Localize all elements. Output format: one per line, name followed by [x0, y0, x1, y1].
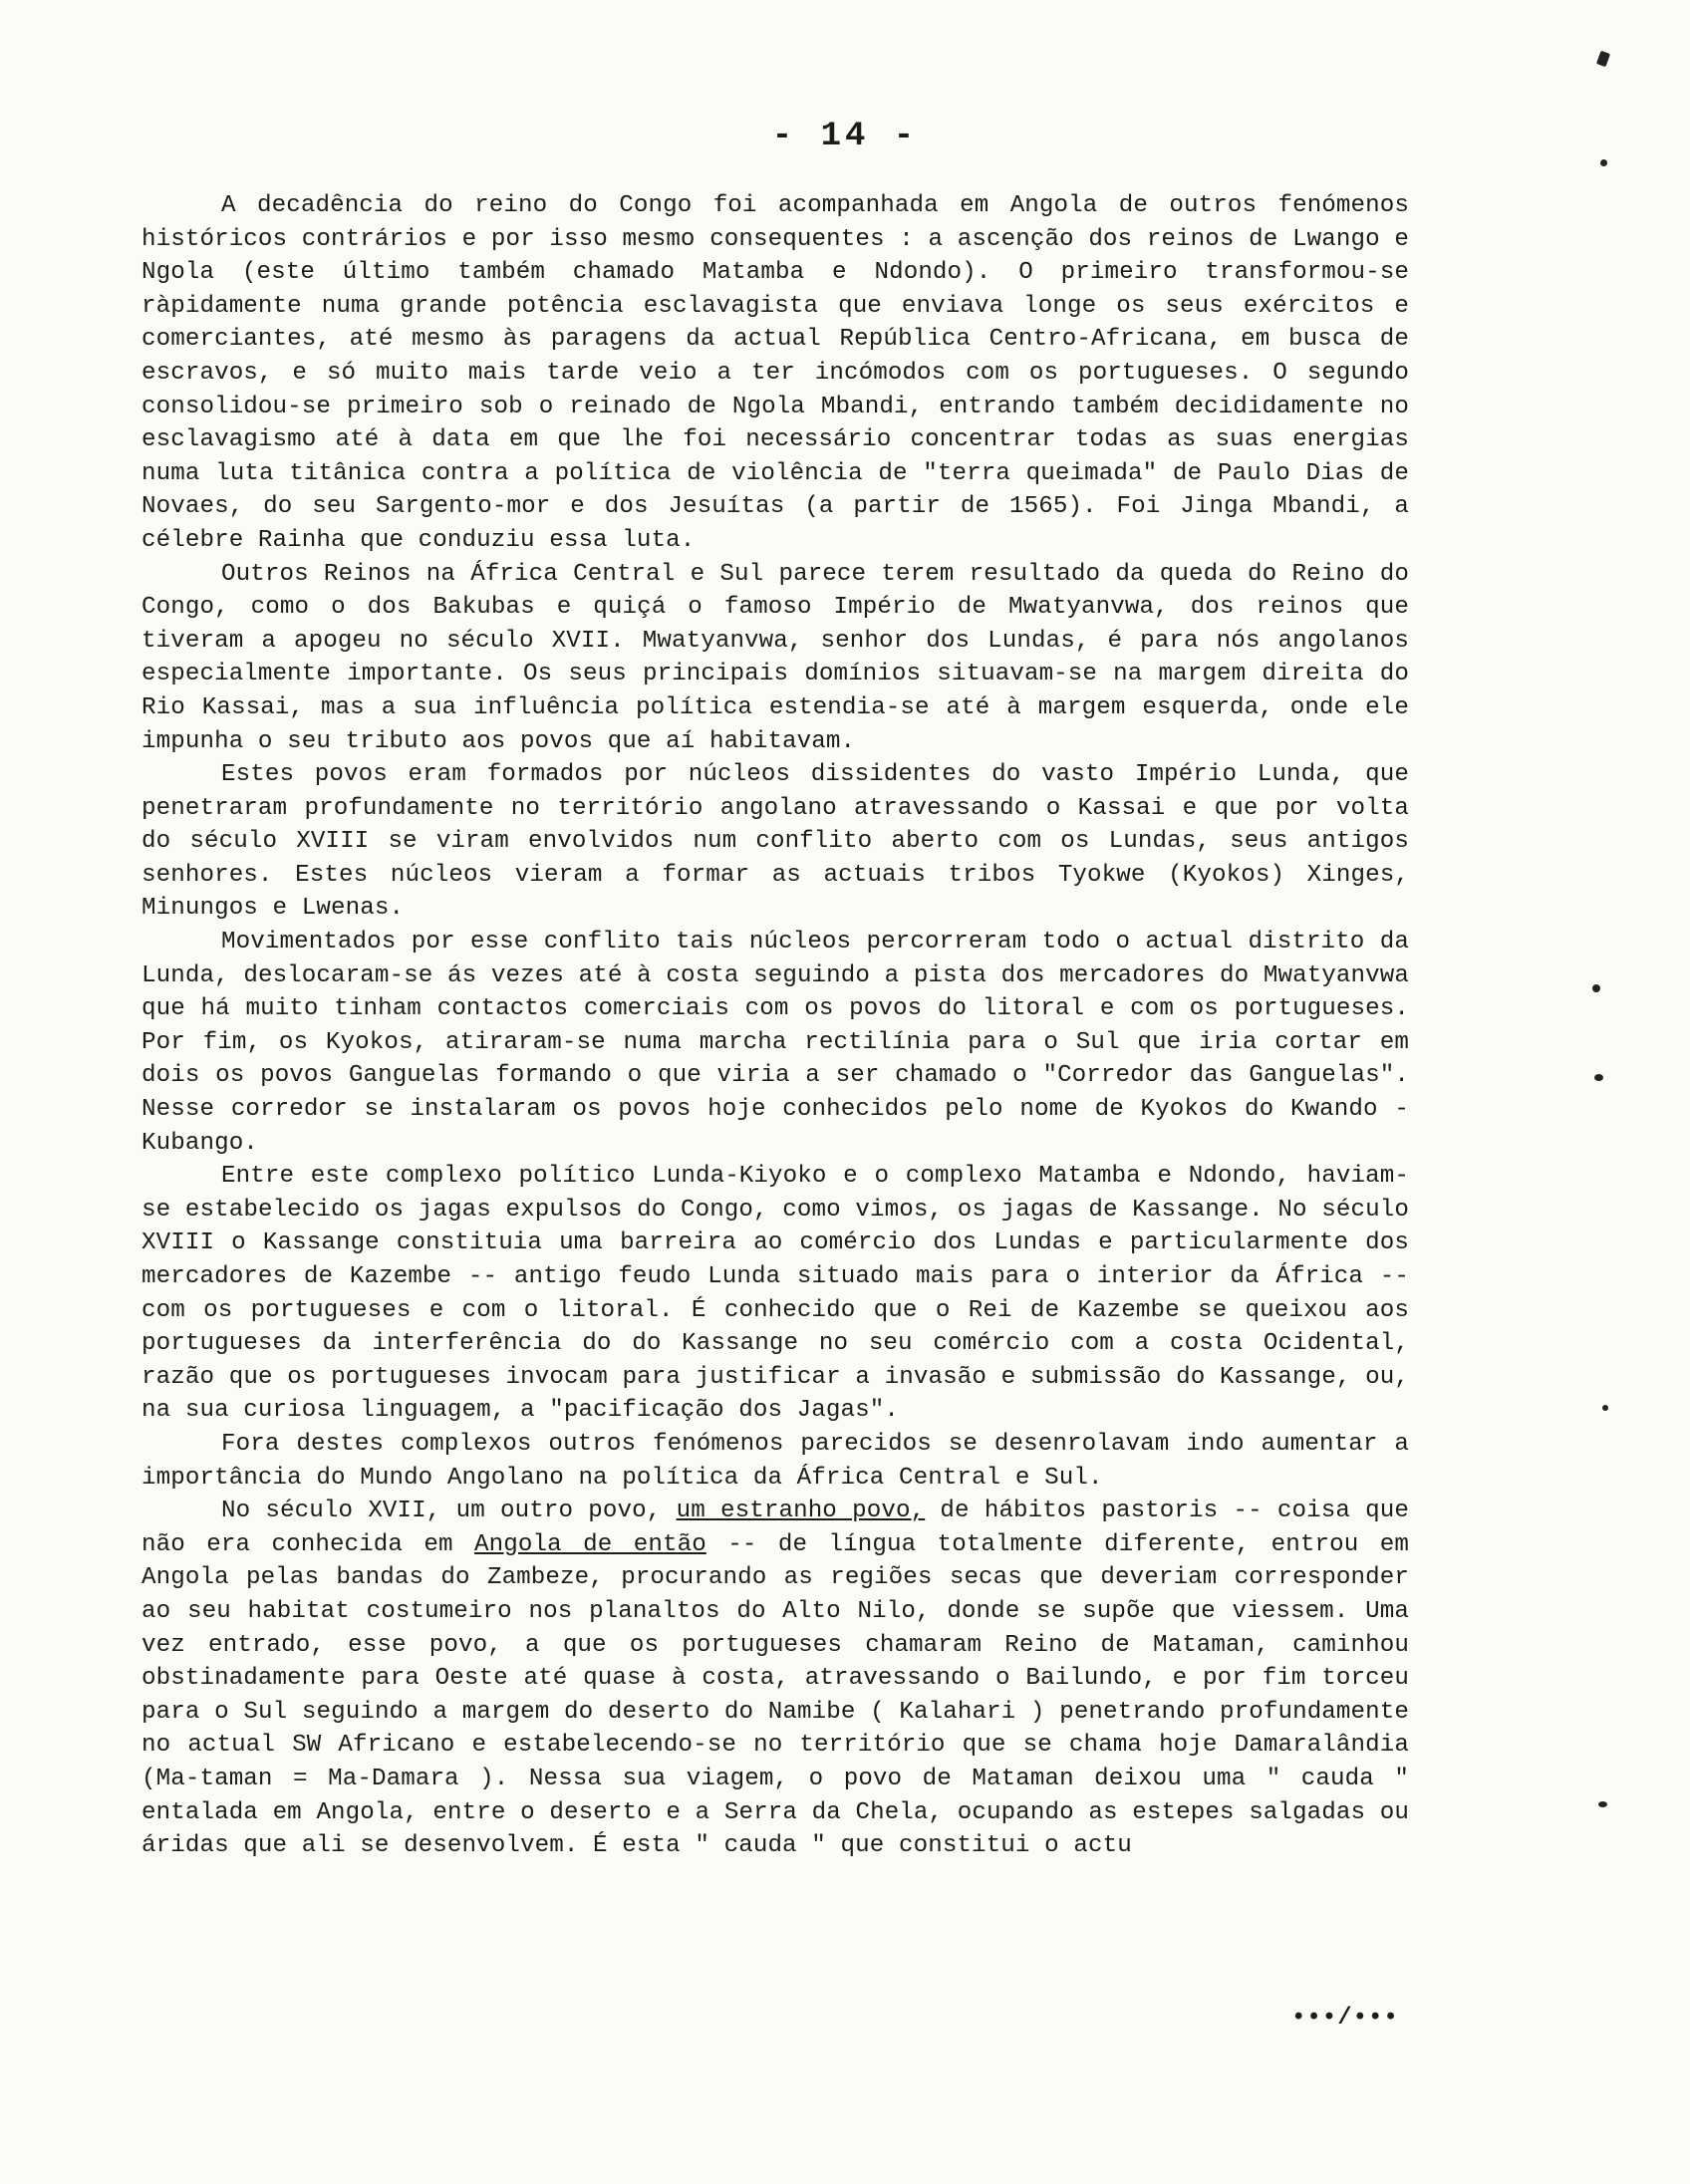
continuation-mark: •••/•••	[1291, 2005, 1399, 2032]
scan-speck-6	[1602, 1405, 1608, 1411]
paragraph-2: Outros Reinos na África Central e Sul parece terem resultado da queda do Reino do Congo, como o dos Bakubas e quiçá o famoso Império de Mwatyanvwa, dos reinos que tiveram a apogeu no século XVII. Mwatyanvwa, senhor dos Lundas, é para nós angolanos especialmente importante. Os seus principais domínios situavam-se na margem direita do Rio Kassai, mas a sua influência política estendia-se até à margem esquerda, onde ele impunha o seu tributo aos povos que aí habitavam.	[141, 560, 1409, 755]
scan-speck-2	[1600, 159, 1607, 166]
underlined-phrase: Angola de então	[474, 1530, 706, 1558]
scan-speck-1	[1596, 51, 1610, 68]
paragraph-5: Entre este complexo político Lunda-Kiyoko e o complexo Matamba e Ndondo, haviam-se estabelecido os jagas expulsos do Congo, como vimos, os jagas de Kassange. No século XVIII o Kassange constituia uma barreira ao comércio dos Lundas e particularmente dos mercadores de Kazembe -- antigo feudo Lunda situado mais para o interior da África -- com os portugueses e com o litoral. É conhecido que o Rei de Kazembe se queixou aos portugueses da interferência do do Kassange no seu comércio com a costa Ocidental, razão que os portugueses invocam para justificar a invasão e submissão do Kassange, ou, na sua curiosa linguagem, a "pacificação dos Jagas".	[141, 1163, 1409, 1425]
underlined-phrase: um estranho povo,	[676, 1498, 926, 1525]
paragraph-1: A decadência do reino do Congo foi acompanhada em Angola de outros fenómenos históricos contrários e por isso mesmo consequentes : a ascenção dos reinos de Lwango e Ngola (este último também chamado Matamba e Ndondo). O primeiro transformou-se ràpidamente numa grande potência esclavagista que enviava longe os seus exércitos e comerciantes, até mesmo às paragens da actual República Centro-Africana, em busca de escravos, e só muito mais tarde veio a ter incómodos com os portugueses. O segundo consolidou-se primeiro sob o reinado de Ngola Mbandi, entrando também decididamente no esclavagismo até à data em que lhe foi necessário concentrar todas as suas energias numa luta titânica contra a política de violência de "terra queimada" de Paulo Dias de Novaes, do seu Sargento-mor e dos Jesuítas (a partir de 1565). Foi Jinga Mbandi, a célebre Rainha que conduziu essa luta.	[141, 192, 1409, 554]
scan-speck-3	[1592, 984, 1600, 992]
paragraph-6: Fora destes complexos outros fenómenos parecidos se desenrolavam indo aumentar a importância do Mundo Angolano na política da África Central e Sul.	[141, 1430, 1409, 1492]
document-body	[141, 189, 1409, 1863]
paragraph-7: No século XVII, um outro povo, um estranho povo, de hábitos pastoris -- coisa que não era conhecida em Angola de então -- de língua totalmente diferente, entrou em Angola pelas bandas do Zambeze, procurando as regiões secas que deveriam corresponder ao seu habitat costumeiro nos planaltos do Alto Nilo, donde se supõe que viessem. Uma vez entrado, esse povo, a que os portugueses chamaram Reino de Mataman, caminhou obstinadamente para Oeste até quase à costa, atravessando o Bailundo, e por fim torceu para o Sul seguindo a margem do deserto do Namibe ( Kalahari ) penetrando profundamente no actual SW Africano e estabelecendo-se no território que se chama hoje Damaralândia (Ma-taman = Ma-Damara ). Nessa sua viagem, o povo de Mataman deixou uma " cauda " entalada em Angola, entre o deserto e a Serra da Chela, ocupando as estepes salgadas ou áridas que ali se desenvolvem. É esta " cauda " que constitui o actu	[141, 1498, 1410, 1860]
scan-speck-4	[1594, 1074, 1603, 1081]
paragraph-4: Movimentados por esse conflito tais núcleos percorreram todo o actual distrito da Lunda, deslocaram-se ás vezes até à costa seguindo a pista dos mercadores do Mwatyanvwa que há muito tinham contactos comerciais com os povos do litoral e com os portugueses. Por fim, os Kyokos, atiraram-se numa marcha rectilínia para o Sul que iria cortar em dois os povos Ganguelas formando o que viria a ser chamado o "Corredor das Ganguelas". Nesse corredor se instalaram os povos hoje conhecidos pelo nome de Kyokos do Kwando - Kubango.	[141, 929, 1409, 1157]
paragraph-3: Estes povos eram formados por núcleos dissidentes do vasto Império Lunda, que penetraram profundamente no território angolano atravessando o Kassai e que por volta do século XVIII se viram envolvidos num conflito aberto com os Lundas, seus antigos senhores. Estes núcleos vieram a formar as actuais tribos Tyokwe (Kyokos) Xinges, Minungos e Lwenas.	[141, 761, 1409, 923]
page-number: - 14 -	[771, 118, 919, 155]
scan-speck-5	[1598, 1801, 1607, 1807]
